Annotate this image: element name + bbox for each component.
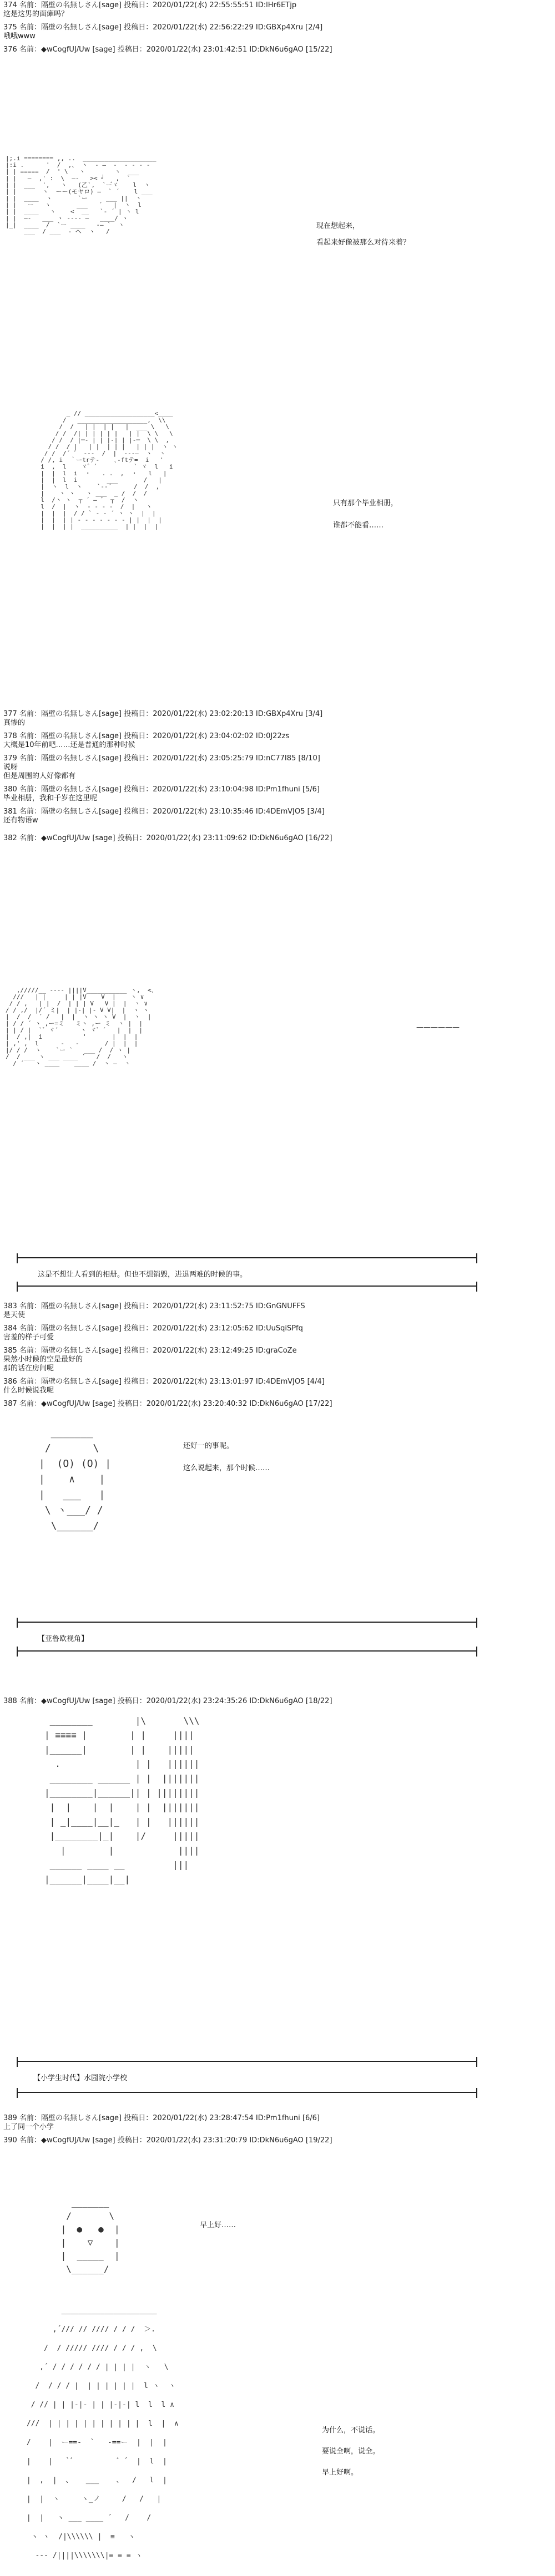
ascii-art-group: ,/////__ ---- ||||V___________ ヽ, <、 /// | | | | |V V | ヽ ∨ / / , | | / | | | V V | | ヽ ∨ / / ,/ |/´ ミ| | |‐| |‐ V V| | ヽ ヽ | / / ´ / | | ヽ ヽ ヽ V | ヽ | | / / ´ ヽ ,ー=ミ ミヽ ,ー ミ ヽ | | | | / | `゛ヾ´ ヽ ヾ゛´ | | | | / ,| i ' | | | | ,' , l ‐ ‐ / | | | |/ / / ヽ `ー ` ___ / / ヽ | / / ___ ヽ ___ ____ ´ / / ヽ / ´ ヽ ____ ____ / ヽ ― ヽ xyxy=(6,987,158,1067)
post-text: 是天使 xyxy=(3,1311,26,1319)
dialogue-line: 还好一的事呢。 xyxy=(183,1442,234,1450)
post-text: 但是周围的人好像都有 xyxy=(3,772,76,780)
divider xyxy=(17,2092,477,2093)
narration-caption: 这是不想让人看到的相册。但也不想销毁，进退两难的时候的事。 xyxy=(38,1271,248,1279)
post-header: 390 名前：◆wCogfUJ/Uw [sage] 投稿日：2020/01/22(水) 23:31:20:79 ID:DkN6u6gAO [19/22] xyxy=(3,2136,332,2145)
post-header: 384 名前：隔壁の名無しさん[sage] 投稿日：2020/01/22(水) 23:12:05:62 ID:UuSqiSPfq xyxy=(3,1324,303,1333)
divider xyxy=(17,1622,477,1623)
post-header: 382 名前：◆wCogfUJ/Uw [sage] 投稿日：2020/01/22(水) 23:11:09:62 ID:DkN6u6gAO [16/22] xyxy=(3,834,332,842)
ascii-art-classroom: ________ |\ \\\ | ≡≡≡≡ | | | |||| |______| | | ||||| . | | |||||| ________ ______ | | ||||||| |________|______|| | |||||||| | | | | | | ||||||| | _|____|__|_ | | |||||| |________|_| |/ ||||| | | |||| ______ ____ __ ||| |______|____|__| xyxy=(44,1715,200,1884)
post-header: 385 名前：隔壁の名無しさん[sage] 投稿日：2020/01/22(水) 23:12:49:25 ID:graCoZe xyxy=(3,1347,297,1355)
post-header: 376 名前：◆wCogfUJ/Uw [sage] 投稿日：2020/01/22(水) 23:01:42:51 ID:DkN6u6gAO [15/22] xyxy=(3,45,332,54)
post-header: 374 名前：隔壁の名無しさん[sage] 投稿日：2020/01/22(水) 22:55:55:51 ID:lHr6ETjp xyxy=(3,1,297,9)
post-text: 真惨的 xyxy=(3,719,26,727)
post-text: 毕业相册，我和千岁在这里呢 xyxy=(3,794,98,802)
dialogue-line: 只有那个毕业相册， xyxy=(333,499,398,507)
divider xyxy=(17,2061,477,2062)
ascii-art-face: _______ / \ | (O) (O) | | ∧ | | ___ | \ ヽ___/ / \______/ xyxy=(39,1427,112,1532)
narration-caption: 【亚鲁欧视角】 xyxy=(38,1635,89,1643)
dialogue-line: 早上好啊。 xyxy=(322,2468,359,2477)
post-header: 378 名前：隔壁の名無しさん[sage] 投稿日：2020/01/22(水) 23:04:02:02 ID:0J22zs xyxy=(3,732,290,740)
post-text: 上了同一个小学 xyxy=(3,2123,54,2131)
post-text: 这是这男的面瘫吗？ xyxy=(3,10,69,18)
ascii-art-character: ______________________ ,´/// // //// / / / ＞. / / ///// //// / / / , \ ,´ / / / / / / | | | | ヽ \ / / / / | | | | | | | l ヽ ヽ / // | | |‐|‐ | | |‐|‐| l l l ∧ /// | | | | | | | | | | | l | ∧ / | ー==- ` -==ー | | | | | `゛ ゛´ | l | | , | 、 ___ 、 / l | | | ヽ ヽ_ノ / / | | | ヽ ___ ____ ´ / / ヽ ヽ /|\\\\\\ | ≡ ヽ ‐‐‐ /||||\\\\\\\|≡ ≡ ≡ ヽ xyxy=(26,2306,179,2560)
post-text: 那的话在房间呢 xyxy=(3,1364,54,1373)
post-header: 381 名前：隔壁の名無しさん[sage] 投稿日：2020/01/22(水) 23:10:35:46 ID:4DEmVJO5 [3/4] xyxy=(3,807,325,816)
dialogue-line: 看起来好像被那么对待来着？ xyxy=(316,238,411,247)
post-header: 389 名前：隔壁の名無しさん[sage] 投稿日：2020/01/22(水) 23:28:47:54 ID:Pm1fhuni [6/6] xyxy=(3,2114,320,2122)
post-header: 375 名前：隔壁の名無しさん[sage] 投稿日：2020/01/22(水) 22:56:22:29 ID:GBXp4Xru [2/4] xyxy=(3,23,323,32)
post-text: 害羞的样子可爱 xyxy=(3,1333,54,1342)
post-header: 383 名前：隔壁の名無しさん[sage] 投稿日：2020/01/22(水) 23:11:52:75 ID:GnGNUFFS xyxy=(3,1302,305,1310)
ascii-art-character: _ // ___________________<____ / ___________________, \\ / / | | | | | ___ \ \ / / /| | | | | | | | \ \ \ / / / |─‐ | | |‐| | |‐─ \ \ , / / / | | | | | | | | | ヽ ヽ / / /´ ゛ ‐-- / | ‐--― ヽ ヽ / /, i ｀ーtrテ‐ ､‐ftテ= i ' i , l ヾ゛´ ` ヾ l i | | l i ・ . . , ・ l | | | l i ___ / | | ヽ l ヽ `‐‐´ / / , | ヽ ヽ ヽ ___ _ / / / l /ヽ ヽ ┬ ´ ― ゛ ┬ / ヽ l / | ヽ ‐ ‐ ‐ ‐ / | ヽ | | | / / ` ‐ ‐ ´ ヽ ヽ | | | | | | ‐ ‐ ‐ ‐ ‐ ‐ ‐ | | | | | | | | __________ | | | | xyxy=(41,410,178,530)
dialogue-line: 要说全啊，说全。 xyxy=(322,2447,380,2456)
dialogue-line: 为什么，不说话。 xyxy=(322,2426,380,2435)
divider xyxy=(17,1650,477,1652)
dialogue-line: 早上好…… xyxy=(200,2221,236,2229)
ascii-art-face: |;.i ======== ,, .. ____________________ |:i . ' / ,、 ヽ ‐ ― ‐ ‐ ‐ ‐ ‐ | | ===== / ' \ ヽ ヽ ___ | | ― ,' : \ ―- >< ┘ , ` | | ___ ', ヽ (乙`, `ー゙ヾ l ヽ | | ヽ ーー(モヤロ) ― ` ´ l ___ | | ____ ヽ `ー ___ || ヽ | | ー ヽ ___ ´ | ヽ l | | ____ ヽ < __ `‐ ´ | ヽ l | | ―- ___ ヽ ---- ― ____/ ヽ |_| ____ / `ー ____ ‐― ` ヽ ___ / ___ ‐ ヘ ヽ / xyxy=(6,155,157,235)
post-header: 388 名前：◆wCogfUJ/Uw [sage] 投稿日：2020/01/22(水) 23:24:35:26 ID:DkN6u6gAO [18/22] xyxy=(3,1697,332,1705)
dialogue-line: 这么说起来，那个时候…… xyxy=(183,1464,270,1472)
dialogue-line: 现在想起来， xyxy=(316,222,360,230)
dialogue-line: —————— xyxy=(416,1023,460,1032)
post-header: 386 名前：隔壁の名無しさん[sage] 投稿日：2020/01/22(水) 23:13:01:97 ID:4DEmVJO5 [4/4] xyxy=(3,1378,325,1386)
post-header: 380 名前：隔壁の名無しさん[sage] 投稿日：2020/01/22(水) 23:10:04:98 ID:Pm1fhuni [5/6] xyxy=(3,785,320,794)
ascii-art-face: _______ / \ | ● ● | | ▽ | | _____ | \______/ xyxy=(60,2197,120,2274)
post-text: 哦哦www xyxy=(3,32,36,40)
post-header: 377 名前：隔壁の名無しさん[sage] 投稿日：2020/01/22(水) 23:02:20:13 ID:GBXp4Xru [3/4] xyxy=(3,710,323,718)
post-text: 说呀 xyxy=(3,763,18,771)
post-header: 387 名前：◆wCogfUJ/Uw [sage] 投稿日：2020/01/22(水) 23:20:40:32 ID:DkN6u6gAO [17/22] xyxy=(3,1400,332,1408)
narration-caption: 【小学生时代】水园院小学校 xyxy=(33,2074,128,2082)
divider xyxy=(17,1257,477,1258)
post-text: 什么时候说我呢 xyxy=(3,1386,54,1395)
dialogue-line: 谁都不能看…… xyxy=(333,521,384,530)
post-header: 379 名前：隔壁の名無しさん[sage] 投稿日：2020/01/22(水) 23:05:25:79 ID:nC77I85 [8/10] xyxy=(3,754,320,763)
post-text: 果然小时候的空是最好的 xyxy=(3,1355,83,1364)
post-text: 还有物语w xyxy=(3,816,38,825)
divider xyxy=(17,1286,477,1287)
post-text: 大概是10年前吧……还是普通的那种时候 xyxy=(3,741,135,749)
